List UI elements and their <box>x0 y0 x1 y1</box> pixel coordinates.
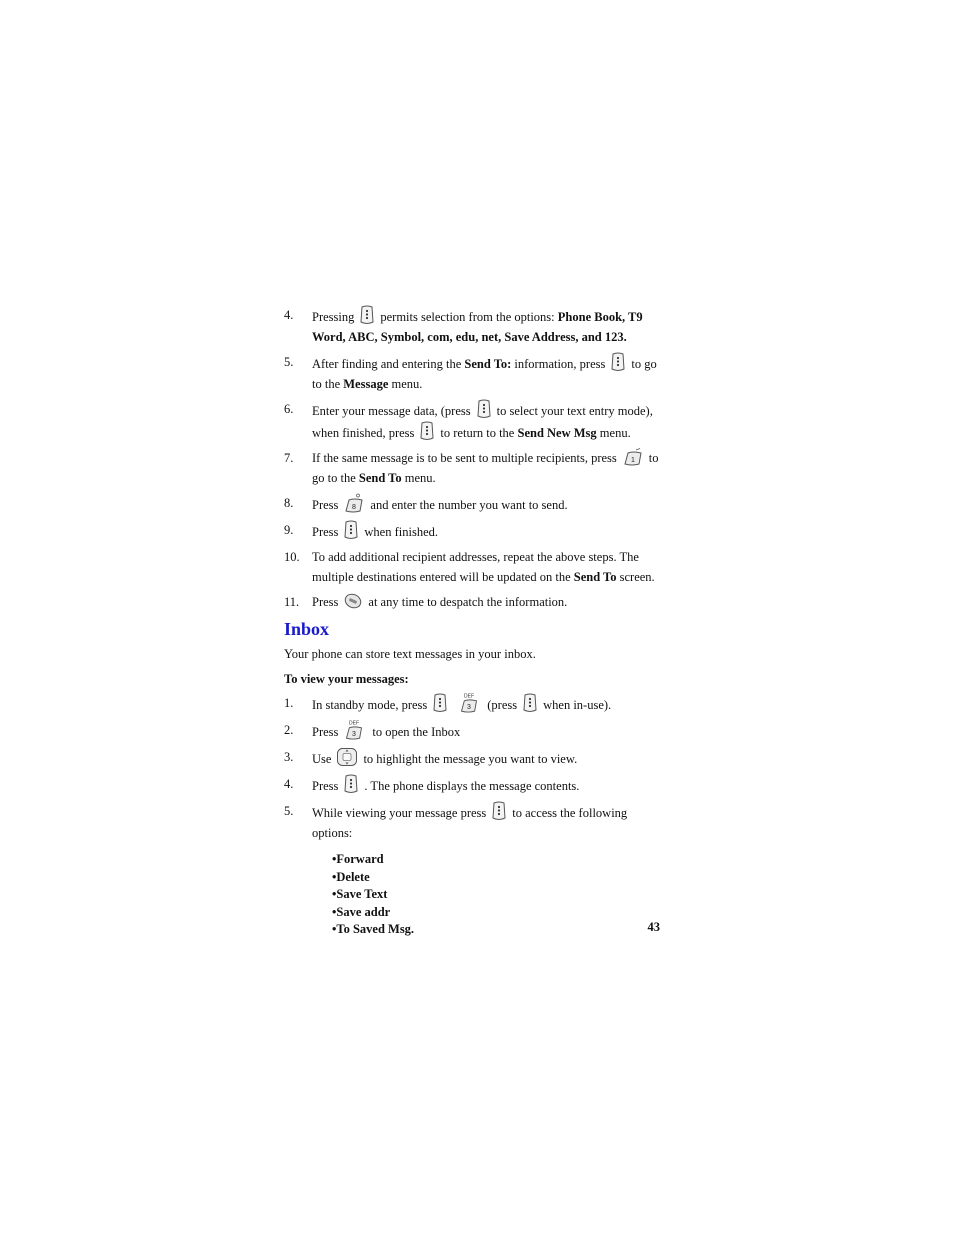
svg-text:8: 8 <box>352 504 357 511</box>
step-number: 4. <box>284 777 294 791</box>
option-save-addr: •Save addr <box>332 904 391 919</box>
svg-text:DEF: DEF <box>349 720 360 727</box>
key-3-def-icon <box>458 693 482 713</box>
menu-key-icon <box>610 352 626 372</box>
option-delete: •Delete <box>332 869 370 884</box>
menu-key-icon <box>419 421 435 441</box>
step-number: 10. <box>284 550 300 564</box>
inbox-step-1-standby: 1. In standby mode, press DEF 3 (press when in-use). <box>284 693 612 712</box>
step-number: 3. <box>284 750 294 764</box>
key-8-icon <box>343 493 365 513</box>
step-number: 6. <box>284 402 294 416</box>
svg-text:DEF: DEF <box>464 693 475 700</box>
page-number: 43 <box>647 920 660 934</box>
subheading-view-messages: To view your messages: <box>284 672 409 686</box>
svg-text:3: 3 <box>467 704 472 711</box>
menu-key-icon <box>432 693 448 713</box>
step-number: 11. <box>284 595 300 609</box>
step-number: 2. <box>284 723 294 737</box>
svg-text:3: 3 <box>352 731 357 738</box>
menu-key-icon <box>343 774 359 794</box>
option-save-text: •Save Text <box>332 887 388 901</box>
svg-text:1: 1 <box>630 457 635 464</box>
key-3-def-icon <box>343 720 367 740</box>
step-11-despatch: 11. Press at any time to despatch the information. <box>284 592 664 612</box>
option-forward: •Forward <box>332 852 384 866</box>
message-options-list <box>332 851 664 939</box>
menu-key-icon <box>522 693 538 713</box>
key-1-icon <box>622 448 644 466</box>
step-8-enter-number: 8. Press 8 and enter the number you want to send. <box>284 493 664 515</box>
step-6-enter-message: 6. Enter your message data, (press to select your text entry mode), when finished, press to return to the Send New Msg menu. <box>284 399 664 443</box>
inbox-step-4-display: 4. Press . The phone displays the message contents. <box>284 774 664 796</box>
step-10-additional-recipients: 10. To add additional recipient addresses, repeat the above steps. The multiple destinations entered will be updated on the Send To screen. <box>284 547 664 587</box>
step-number: 7. <box>284 451 294 465</box>
step-number: 8. <box>284 496 294 510</box>
navigation-key-icon <box>336 747 358 767</box>
manual-page <box>284 305 664 939</box>
step-4-options: 4. Pressing permits selection from the options: Phone Book, T9 Word, ABC, Symbol, com, edu, net, Save Address, and 123. <box>284 305 664 347</box>
inbox-step-3-highlight: 3. Use to highlight the message you want to view. <box>284 747 664 769</box>
step-5-send-to: 5. After finding and entering the Send To: information, press to go to the Message menu. <box>284 352 664 394</box>
inbox-intro: Your phone can store text messages in your inbox. <box>284 647 536 661</box>
section-heading-inbox: Inbox <box>284 619 330 639</box>
menu-key-icon <box>476 399 492 419</box>
step-7-multiple-recipients: 7. If the same message is to be sent to multiple recipients, press 1 to go to the Send To menu. <box>284 448 664 488</box>
inbox-step-2-open: 2. Press DEF 3 to open the Inbox <box>284 720 461 739</box>
menu-key-icon <box>343 520 359 540</box>
step-number: 5. <box>284 804 294 818</box>
menu-key-icon <box>491 801 507 821</box>
step-number: 1. <box>284 696 294 710</box>
option-to-saved-msg: •To Saved Msg. <box>332 922 415 936</box>
step-9-finished: 9. Press when finished. <box>284 520 664 542</box>
send-key-icon <box>343 592 363 610</box>
step-number: 9. <box>284 523 294 537</box>
step-number: 4. <box>284 308 294 322</box>
menu-key-icon <box>359 305 375 325</box>
inbox-step-5-options: 5. While viewing your message press to access the following options: <box>284 801 664 843</box>
step-number: 5. <box>284 355 294 369</box>
